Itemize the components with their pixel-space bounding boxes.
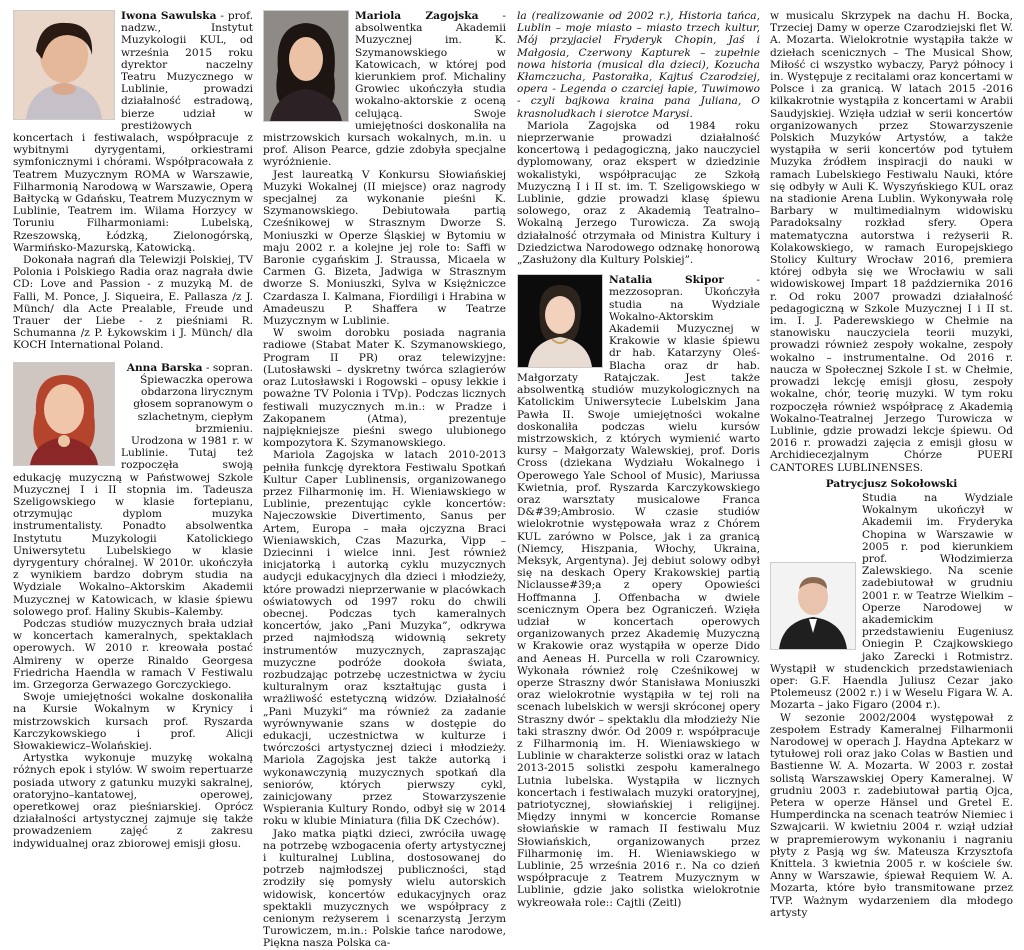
skipor-continued: w musicalu Skrzypek na dachu H. Bocka, Trzeciej Damy w operze Czarodziejski flet W. A. Mozarta. Wielokrotnie wystąpiła także w dziełach scenicznych – The Musical Show, Miłość ci wszystko wybaczy, Paryż północy i in. Występuje z recitalami oraz koncertami w Polsce i za granicą. W latach 2015 -2016 kilkakrotnie wystąpiła z koncertami w Arabii Saudyjskiej. Wzięła udział w serii koncertów organizowanych przez Stowarzyszenie Polskich Muzyków Artystów, a także wystąpiła w serii koncertów pod tytułem Muzyka źródłem inspiracji do nauki w ramach Lubelskiego Festiwalu Nauki, które się odbyły w Auli K. Wyszyńskiego KUL oraz na stadionie Arena Lublin. Wykonywała rolę Barbary w multimedialnym widowisku Paradoksalny rozkład sfery. Opera matematyczna autorstwa i reżyserii R. Kolakowskiego, w ramach Europejskiego Stolicy Kultury Wrocław 2016, premiera której odbyła się we Wrocławiu w sali widowiskowej Impart 18 października 2016 r. Od roku 2007 prowadzi działalność pedagogiczną w Szkole Muzycznej I i II st. im. I. J. Paderewskiego w Chełmie na stanowisku nauczyciela teorii muzyki, prowadzi również zespoły wokalne, zespoły wokalno – instrumentalne. Od 2016 r. naucza w Społecznej Szkole I st. w Chełmie, prowadzi lekcję emisji głosu, zespoły wokalne, chór, teorię muzyki. W tym roku rozpoczęła również współpracę z Akademią Wokalno-Teatralnej Jerzego Turowicza w Lublinie, gdzie prowadzi lekcje śpiewu. Od 2016 r. prowadzi zajęcia z emisji głosu w Archidiecezjalnym Chórze PUERI CANTORES LUBLINENSES. bbox=[770, 10, 1013, 474]
zagojska-name: Mariola Zagojska bbox=[355, 10, 479, 22]
barska-bio: - sopran. Śpiewaczka operowa obdarzona lirycznym głosem sopranowym o szlachetnym, ciepłym brzmieniu. bbox=[133, 361, 253, 435]
zagojska-bio-4: Mariola Zagojska w latach 2010-2013 pełniła funkcję dyrektora Festiwalu Spotkań Kultur Caper Lublinensis, organizowanego przez Filharmonię im. H. Wieniawskiego w Lublinie, prezentując cykle koncertów: Najeczowskie Divertimento, Sanus per Artem, Europa – mała ojczyzna Braci Wieniawskich, Czas Mazurka, Vipp – Dziecinni i wielce inni. Jest również inicjatorką i autorką cyklu muzycznych audycji edukacyjnych dla dzieci i młodzieży, które prowadzi nieprzerwanie w placówkach oświatowych od 1997 roku do chwili obecnej. Podczas tych kameralnych koncertów, jako „Pani Muzyka”, odkrywa przed najmłodszą widownią sekrety instrumentów muzycznych, zapraszając muzyczne podróże dookoła świata, rozbudzając potrzebę uczestnictwa w życiu kulturalnym oraz kształtując gusta i wrażliwość estetyczną widzów. Działalność „Pani Muzyki” ma również za zadanie wyrównywanie szans w dostępie do edukacji, uczestnictwa w kulturze i twórczości artystycznej dzieci i młodzieży. Mariola Zagojska jest także autorką i wykonawczynią muzycznych spotkań dla seniorów, których pierwszy cykl, zainicjowany przez Stowarzyszenie Wspierania Kultury Rondo, odbył się w 2014 roku w klubie Miniatura (filia DK Czechów). bbox=[263, 449, 506, 828]
zagojska-bio: - absolwentka Akademii Muzycznej im. K. Szymanowskiego w Katowicach, w której pod kierunkiem prof. Michaliny Growiec ukończyła studia wokalno-aktorskie z oceną celującą. Swoje umiejętności doskonaliła na mistrzowskich kursach wokalnych, m.in. u prof. Alison Pearce, gdzie zdobyła specjalne wyróżnienie. bbox=[263, 10, 506, 169]
zagojska-bio-3: W swoim dorobku posiada nagrania radiowe (Stabat Mater K. Szymanowskiego, Program II PR) oraz telewizyjne: (Lutosławski – dyskretny twórca szlagierów oraz Lutosławski i Rogowski – opusy lekkie i poważne TV Polonia i TVp). Podczas licznych festiwali muzycznych m.in.: w Pradze i Zakopanem (Atma), prezentuje najpiękniejsze pieśni swego ulubionego kompozytora K. Szymanowskiego. bbox=[263, 327, 506, 450]
zagojska-bio-2: Jest laureatką V Konkursu Słowiańskiej Muzyki Wokalnej (II miejsce) oraz nagrody specjalnej za wykonanie pieśni K. Szymanowskiego. Debiutowała partią Cześnikowej w Strasznym Dworze S. Moniuszki w Operze Śląskiej w Bytomiu w maju 2002 r. a kolejne jej role to: Saffi w Baronie cygańskim J. Straussa, Micaela w Carmen G. Bizeta, Jadwiga w Strasznym dworze S. Moniuszki, Sylva w Księżniczce Czardasza I. Kalmana, Fiordiligi i Hrabina w Amadeuszu P. Shaffera w Teatrze Muzycznym w Lublinie. bbox=[263, 168, 506, 328]
zagojska-bio-5: Jako matka piątki dzieci, zwróciła uwagę na potrzebę wzbogacenia oferty artystycznej i kulturalnej Lublina, dostosowanej do potrzeb najmłodszej publiczności, stąd zrodziły się pomysły wielu autorskich widowisk, koncertów edukacyjnych oraz spektakli muzycznych we współpracy z cenionym reżyserem i scenarzystą Jerzym Turowiczem, m.in.: Polskie tańce narodowe, Piękna nasza Polska ca- bbox=[263, 827, 506, 950]
sawulska-name: Iwona Sawulska bbox=[121, 10, 217, 22]
zagojska-continued-2: Mariola Zagojska od 1984 roku nieprzerwanie prowadzi działalność koncertową i pedagogiczną, jako nauczyciel dyplomowany, oraz ekspert w dziedzinie wokalistyki, współpracując ze Szkołą Muzyczną I i II st. im. T. Szeligowskiego w Lublinie, gdzie prowadzi klasę śpiewu solowego, oraz z Akademią Teatralno–Wokalną Jerzego Turowicza. Za swoją działalność otrzymała od Ministra Kultury i Dziedzictwa Narodowego odznakę honorową „Zasłużony dla Kultury Polskiej”. bbox=[517, 119, 760, 267]
column-2 bbox=[263, 10, 506, 950]
barska-bio-2: Urodzona w 1981 r. w Lublinie. Tutaj też rozpoczęła swoją edukację muzyczną w Państwowej Szkole Muzycznej I i II stopnia im. Tadeusza Szeligowskiego w klasie fortepianu, otrzymując dyplom muzyka instrumentalisty. Ponadto absolwentka Instytutu Muzykologii Katolickiego Uniwersytetu Lubelskiego w klasie dyrygentury chóralnej. W 2010r. ukończyła z wynikiem bardzo dobrym studia na Wydziale Wokalno–Aktorskim Akademii Muzycznej w Katowicach, w klasie śpiewu solowego prof. Haliny Skubis–Kalemby. bbox=[13, 434, 253, 618]
sawulska-photo bbox=[13, 10, 115, 120]
sokolowski-bio-2: W sezonie 2002/2004 występował z zespołem Estrady Kameralnej Filharmonii Narodowej w operach J. Haydna Aptekarz w tytułowej roli oraz jako Colas w Bastien und Bastienne W. A. Mozarta. W 2003 r. został solistą Warszawskiej Opery Kameralnej. W grudniu 2003 r. zadebiutował partią Ojca, Petera w operze Hänsel und Gretel E. Humperdincka na scenach teatrów Niemiec i Szwajcarii. W kwietniu 2004 r. wziął udział w prapremierowym wykonaniu i nagraniu płyty z Pasją wg św. Mateusza Krzysztofa Knittela. 3 kwietnia 2005 r. w kościele św. Anny w Warszawie, śpiewał Requiem W. A. Mozarta, które było transmitowane przez TVP. Ważnym wydarzeniem dla młodego artysty bbox=[770, 711, 1013, 919]
column-4 bbox=[770, 10, 1013, 919]
zagojska-continued: la (realizowanie od 2002 r.), Historia tańca, Lublin – moje miasto – miasto trzech kultur, Mój przyjaciel Fryderyk Chopin, Jaś i Małgosia, Czerwony Kapturek – zupełnie nowa historia (musical dla dzieci), Kozucha Kłamczucha, Pastorałka, Kajtuś Czarodziej, opera - Legenda o czarciej łapie, Tuwimowo - czyli bajkowa kraina pana Juliana, O krasnoludkach i sierotce Marysi. bbox=[517, 10, 760, 120]
zagojska-photo bbox=[263, 10, 349, 122]
sokolowski-bio: Studia na Wydziale Wokalnym ukończył w Akademii im. Fryderyka Chopina w Warszawie w 2005 r. pod kierunkiem prof. Włodzimierza Zalewskiego. Na scenie zadebiutował w grudniu 2001 r. w Teatrze Wielkim – Operze Narodowej w akademickim przedstawieniu Eugeniusz Oniegin P. Czajkowskiego jako Zarecki i Rotmistrz. Wystąpił w studenckich przedstawieniach oper: G.F. Haendla Juliusz Cezar jako Ptolemeusz (2002 r.) i w Weselu Figara W. A. Mozarta – jako Figaro (2004 r.). bbox=[770, 491, 1013, 712]
sokolowski-name: Patrycjusz Sokołowski bbox=[825, 477, 958, 490]
sawulska-bio: - prof. nadzw., Instytut Muzykologii KUL, od września 2015 roku dyrektor naczelny Teatru Muzycznego w Lublinie, prowadzi działalność estradową, bierze udział w prestiżowych koncertach i festiwalach, współpracuje z wybitnymi dyrygentami, orkiestrami symfonicznymi i chórami. Współpracowała z Teatrem Muzycznym ROMA w Warszawie, Filharmonią Narodową w Warszawie, Operą Bałtycką w Gdańsku, Teatrem Muzycznym w Lublinie, Teatrem im. Wilama Horzycy w Toruniu Filharmoniami: Lubelską, Rzeszowską, Łódzką, Zielonogórską, Warmińsko-Mazurską, Katowicką. bbox=[13, 10, 253, 254]
barska-bio-4: Swoje umiejętności wokalne doskonaliła na Kursie Wokalnym w Krynicy i mistrzowskich kursach prof. Ryszarda Karczykowskiego i prof. Alicji Słowakiewicz–Wolańskiej. bbox=[13, 691, 253, 752]
sawulska-bio-2: Dokonała nagrań dla Telewizji Polskiej, TV Polonia i Polskiego Radia oraz nagrała dwie CD: Love and Passion - z muzyką M. de Falli, M. Ponce, J. Siqueira, E. Pallasza /z J. Münch/ dla Acte Prealable, Freude und Trauer der Liebe - z pieśniami R. Schumanna /z P. Łykowskim i J. Münch/ dla KOCH International Poland. bbox=[13, 254, 253, 352]
skipor-bio: - mezzosopran. Ukończyła studia na Wydziale Wokalno-Aktorskim Akademii Muzycznej w Krakowie w klasie śpiewu dr hab. Katarzyny Oleś-Blacha oraz dr hab. Małgorzaty Ratajczak. Jest także absolwentką studiów muzykologicznych na Katolickim Uniwersytecie Lubelskim Jana Pawła II. Swoje umiejętności wokalne doskonaliła podczas wielu kursów mistrzowskich, z których wymienić warto kursy – Małgorzaty Walewskiej, prof. Doris Cross (dziekana Wydziału Wokalnego i Operowego Yale School of Music), Mariussa Kwietnia, prof. Ryszarda Karczykowskiego oraz warsztaty musicalowe Franca D&#39;Ambrosio. W czasie studiów wielokrotnie występowała wraz z Chórem KUL zarówno w Polsce, jak i za granicą (Niemcy, Hiszpania, Włochy, Ukraina, Meksyk, Argentyna). Jej debiut solowy odbył się na deskach Opery Krakowskiej partią Niclausse#39;a z opery Opowieści Hoffmanna J. Offenbacha w dwiele scenicznym Opera bez Ograniczeń. Wzięła udział w koncertach operowych organizowanych przez Akademię Muzyczną w Krakowie oraz wystąpiła w operze Dido and Aeneas H. Purcella w roli Czarownicy. Wykonała również rolę Cześnikowej w operze Straszny dwór Stanisława Moniuszki oraz wielokrotnie wystąpiła w tej roli na scenach lubelskich w wersji skróconej opery Straszny dwór – spektaklu dla młodzieży Nie taki straszny dwór. Od 2009 r. współpracuje z Filharmonią im. H. Wieniawskiego w Lublinie w charakterze solistki oraz w latach 2013-2015 solistki zespołu kameralnego Lutnia lubelska. Wystąpiła w licznych koncertach i festiwalach muzyki oratoryjnej, patriotycznej, słowiańskiej i religijnej. Między innymi w koncercie Romanse słowiańskie w ramach II festiwalu Muz Słowiańskich, organizowanych przez Filharmonię im. H. Wieniawskiego w Lublinie, 25 września 2016 r.. Na co dzień współpracuje z Teatrem Muzycznym w Lublinie, gdzie jako solistka wielokrotnie wykreowała role:: Cajtli (Zeitl) bbox=[517, 274, 760, 909]
barska-bio-3: Podczas studiów muzycznych brała udział w koncertach kameralnych, spektaklach operowych. W 2010 r. kreowała postać Almireny w operze Rinaldo Georgesa Friedricha Haendla w ramach V Festiwalu im. Grzegorza Gerwazego Gorczyckiego. bbox=[13, 617, 253, 691]
column-3 bbox=[517, 10, 760, 909]
barska-bio-5: Artystka wykonuje muzykę wokalną różnych epok i stylów. W swoim repertuarze posiada utwory z gatunku muzyki sakralnej, oratoryjno–kantatowej, operowej, operetkowej oraz pieśniarskiej. Oprócz działalności artystycznej zajmuje się także prowadzeniem zajęć z zakresu indywidualnej oraz zbiorowej emisji głosu. bbox=[13, 752, 253, 850]
column-1 bbox=[13, 10, 253, 850]
skipor-name: Natalia Skipor bbox=[609, 274, 725, 287]
barska-name: Anna Barska bbox=[126, 361, 203, 374]
barska-photo bbox=[13, 362, 115, 466]
sokolowski-photo bbox=[770, 562, 856, 650]
skipor-photo bbox=[517, 274, 603, 368]
